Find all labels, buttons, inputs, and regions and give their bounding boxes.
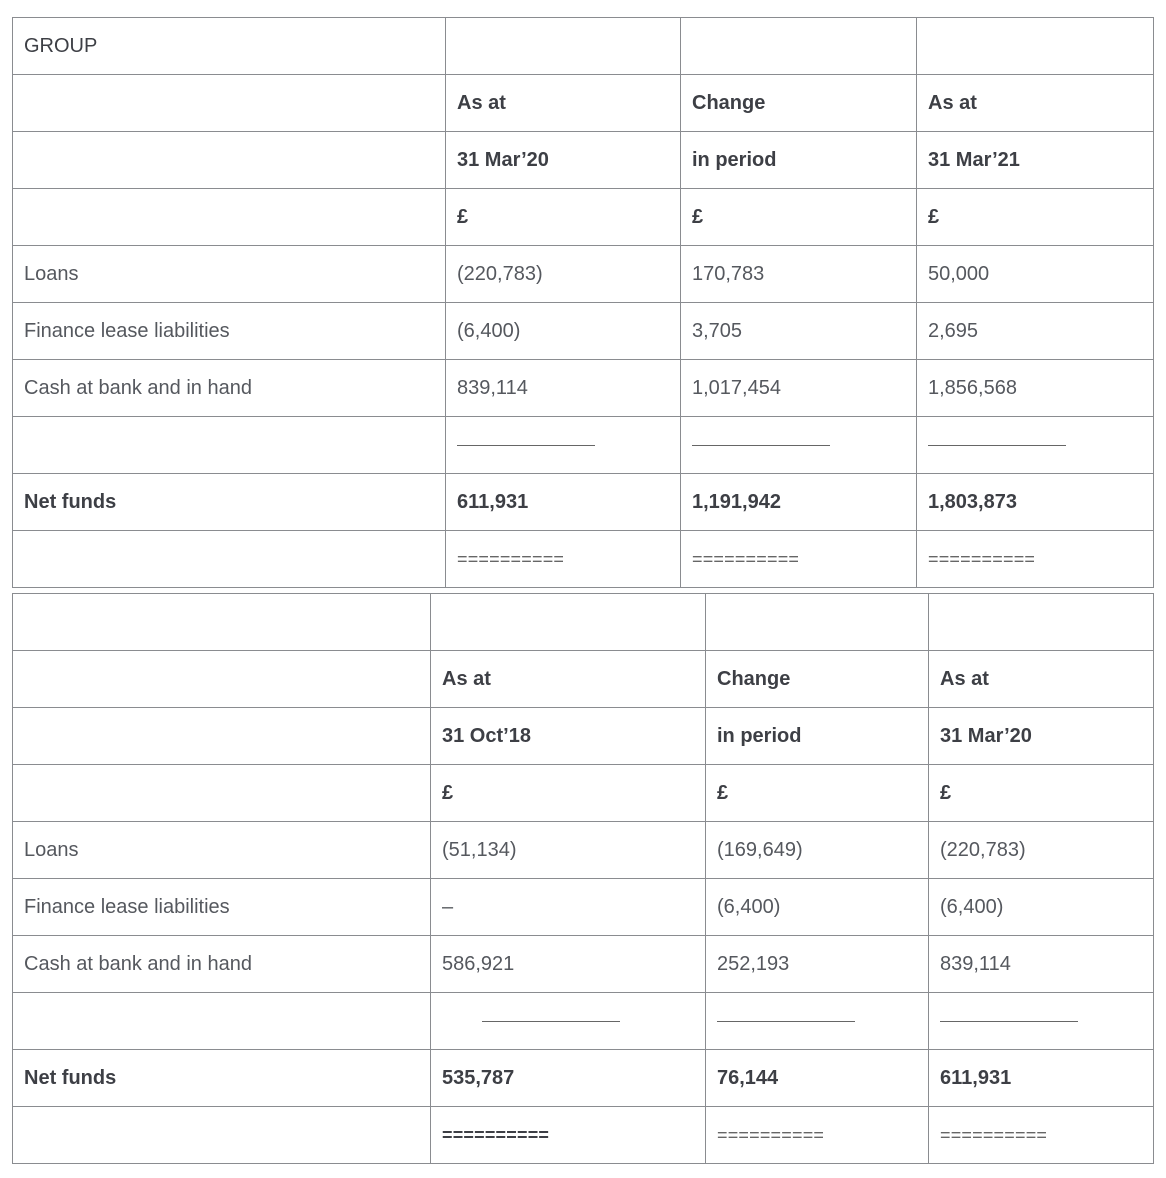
subtotal-rule: [482, 1021, 620, 1022]
table-title-row: [13, 18, 1154, 75]
double-rule: ==========: [442, 1124, 550, 1145]
cell-value: 1,856,568: [917, 360, 1154, 417]
total-value: 611,931: [446, 474, 681, 531]
cell-value: 170,783: [681, 246, 917, 303]
col-header: Change: [706, 651, 929, 708]
table-row: [13, 246, 1154, 303]
subtotal-rule: [717, 1021, 855, 1022]
double-rule: ==========: [692, 548, 800, 569]
col-header: in period: [706, 708, 929, 765]
currency-symbol: £: [917, 189, 1154, 246]
row-label: Finance lease liabilities: [13, 303, 446, 360]
cell-value: 252,193: [706, 936, 929, 993]
currency-symbol: £: [431, 765, 706, 822]
double-rule: ==========: [940, 1124, 1048, 1145]
subtotal-rule: [940, 1021, 1078, 1022]
col-header: 31 Mar’20: [929, 708, 1154, 765]
subtotal-rule-row: [13, 417, 1154, 474]
double-rule: ==========: [717, 1124, 825, 1145]
currency-symbol: £: [681, 189, 917, 246]
total-value: 611,931: [929, 1050, 1154, 1107]
table-row: [13, 303, 1154, 360]
col-header: 31 Mar’20: [446, 132, 681, 189]
cell-value: 3,705: [681, 303, 917, 360]
col-header: 31 Oct’18: [431, 708, 706, 765]
net-funds-table-2020: [12, 593, 1154, 1164]
cell-value: 586,921: [431, 936, 706, 993]
cell-value: (220,783): [446, 246, 681, 303]
row-label: Cash at bank and in hand: [13, 936, 431, 993]
total-label: Net funds: [13, 1050, 431, 1107]
col-header: in period: [681, 132, 917, 189]
header-row: [13, 75, 1154, 132]
col-header: As at: [431, 651, 706, 708]
subtotal-rule: [692, 445, 830, 446]
currency-row: [13, 765, 1154, 822]
net-funds-table-2021: [12, 17, 1154, 588]
table-row: [13, 360, 1154, 417]
total-value: 76,144: [706, 1050, 929, 1107]
row-label: Loans: [13, 822, 431, 879]
header-row: [13, 651, 1154, 708]
row-label: Finance lease liabilities: [13, 879, 431, 936]
col-header: As at: [446, 75, 681, 132]
header-row: [13, 132, 1154, 189]
total-label: Net funds: [13, 474, 446, 531]
row-label: Loans: [13, 246, 446, 303]
table-row: [13, 936, 1154, 993]
cell-value: (6,400): [929, 879, 1154, 936]
total-value: 1,803,873: [917, 474, 1154, 531]
col-header: As at: [917, 75, 1154, 132]
total-value: 535,787: [431, 1050, 706, 1107]
header-row: [13, 708, 1154, 765]
cell-value: –: [431, 879, 706, 936]
cell-value: (220,783): [929, 822, 1154, 879]
double-rule: ==========: [457, 548, 565, 569]
subtotal-rule: [928, 445, 1066, 446]
cell-value: (51,134): [431, 822, 706, 879]
cell-value: 50,000: [917, 246, 1154, 303]
cell-value: (6,400): [446, 303, 681, 360]
cell-value: 839,114: [929, 936, 1154, 993]
cell-value: 2,695: [917, 303, 1154, 360]
row-label: Cash at bank and in hand: [13, 360, 446, 417]
table-title: GROUP: [13, 18, 446, 75]
col-header: Change: [681, 75, 917, 132]
col-header: 31 Mar’21: [917, 132, 1154, 189]
table-row: [13, 822, 1154, 879]
blank-row: [13, 594, 1154, 651]
table-row: [13, 879, 1154, 936]
currency-symbol: £: [929, 765, 1154, 822]
cell-value: 839,114: [446, 360, 681, 417]
col-header: As at: [929, 651, 1154, 708]
cell-value: 1,017,454: [681, 360, 917, 417]
double-rule-row: [13, 531, 1154, 588]
currency-symbol: £: [446, 189, 681, 246]
double-rule: ==========: [928, 548, 1036, 569]
total-row: [13, 1050, 1154, 1107]
currency-row: [13, 189, 1154, 246]
total-value: 1,191,942: [681, 474, 917, 531]
subtotal-rule-row: [13, 993, 1154, 1050]
currency-symbol: £: [706, 765, 929, 822]
subtotal-rule: [457, 445, 595, 446]
total-row: [13, 474, 1154, 531]
cell-value: (6,400): [706, 879, 929, 936]
cell-value: (169,649): [706, 822, 929, 879]
double-rule-row: [13, 1107, 1154, 1164]
